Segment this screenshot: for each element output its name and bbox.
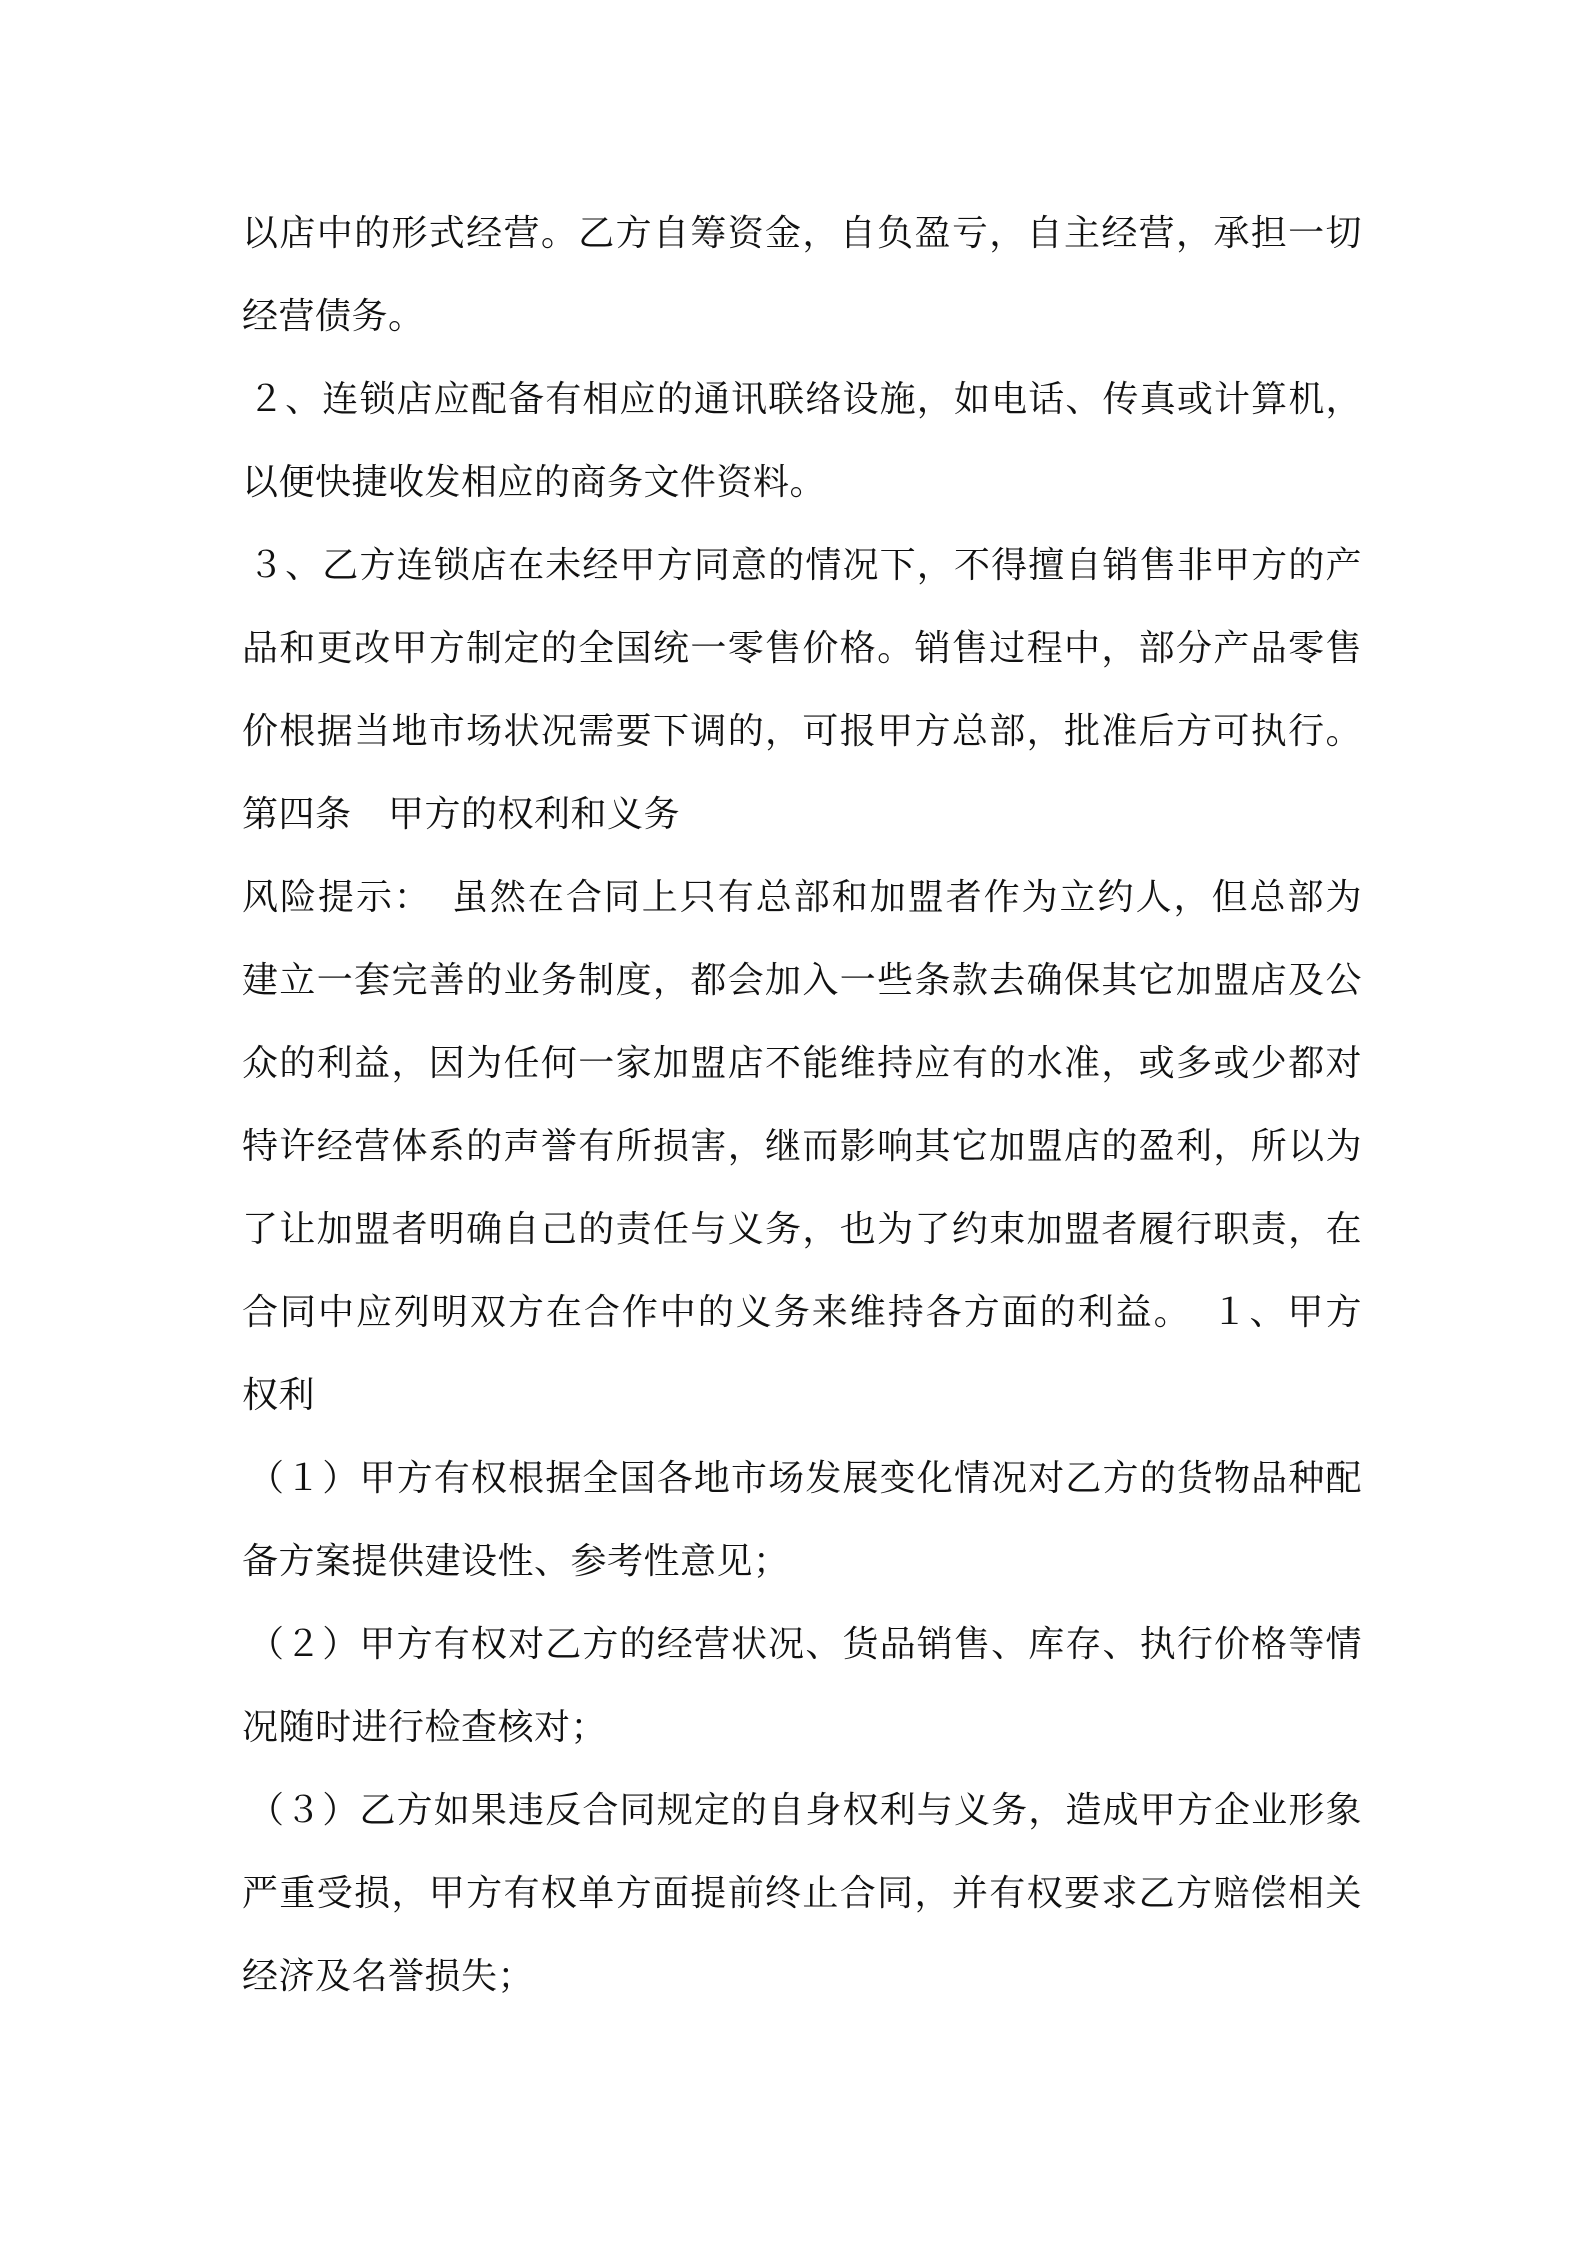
section-heading: 第四条 甲方的权利和义务 bbox=[242, 794, 681, 835]
text-line: 以便快捷收发相应的商务文件资料。 bbox=[242, 462, 827, 503]
text-line: 况随时进行检查核对； bbox=[242, 1707, 608, 1748]
text-line: 经营债务。 bbox=[242, 296, 425, 337]
text-line: 特许经营体系的声誉有所损害，继而影响其它加盟店的盈利，所以为 bbox=[242, 1126, 1362, 1167]
text-line: （１）甲方有权根据全国各地市场发展变化情况对乙方的货物品种配 bbox=[248, 1458, 1362, 1499]
text-line: 经济及名誉损失； bbox=[242, 1956, 535, 1997]
text-line: 众的利益，因为任何一家加盟店不能维持应有的水准，或多或少都对 bbox=[242, 1043, 1362, 1084]
text-line: ３、乙方连锁店在未经甲方同意的情况下，不得擅自销售非甲方的产 bbox=[248, 545, 1362, 586]
text-line: ２、连锁店应配备有相应的通讯联络设施，如电话、传真或计算机， bbox=[248, 379, 1362, 420]
text-line: 备方案提供建设性、参考性意见； bbox=[242, 1541, 790, 1582]
text-line: （３）乙方如果违反合同规定的自身权利与义务，造成甲方企业形象 bbox=[248, 1790, 1362, 1831]
text-line: 合同中应列明双方在合作中的义务来维持各方面的利益。 １、甲方 bbox=[242, 1292, 1362, 1333]
document-body bbox=[242, 192, 1362, 2018]
text-line: （２）甲方有权对乙方的经营状况、货品销售、库存、执行价格等情 bbox=[248, 1624, 1362, 1665]
text-line: 品和更改甲方制定的全国统一零售价格。销售过程中，部分产品零售 bbox=[242, 628, 1362, 669]
text-line: 风险提示： 虽然在合同上只有总部和加盟者作为立约人，但总部为 bbox=[242, 877, 1362, 918]
text-line: 了让加盟者明确自己的责任与义务，也为了约束加盟者履行职责，在 bbox=[242, 1209, 1362, 1250]
text-line: 以店中的形式经营。乙方自筹资金，自负盈亏，自主经营，承担一切 bbox=[242, 213, 1362, 254]
text-line: 建立一套完善的业务制度，都会加入一些条款去确保其它加盟店及公 bbox=[242, 960, 1362, 1001]
text-line: 价根据当地市场状况需要下调的，可报甲方总部，批准后方可执行。 bbox=[242, 711, 1362, 752]
text-line: 权利 bbox=[242, 1375, 316, 1416]
text-line: 严重受损，甲方有权单方面提前终止合同，并有权要求乙方赔偿相关 bbox=[242, 1873, 1362, 1914]
